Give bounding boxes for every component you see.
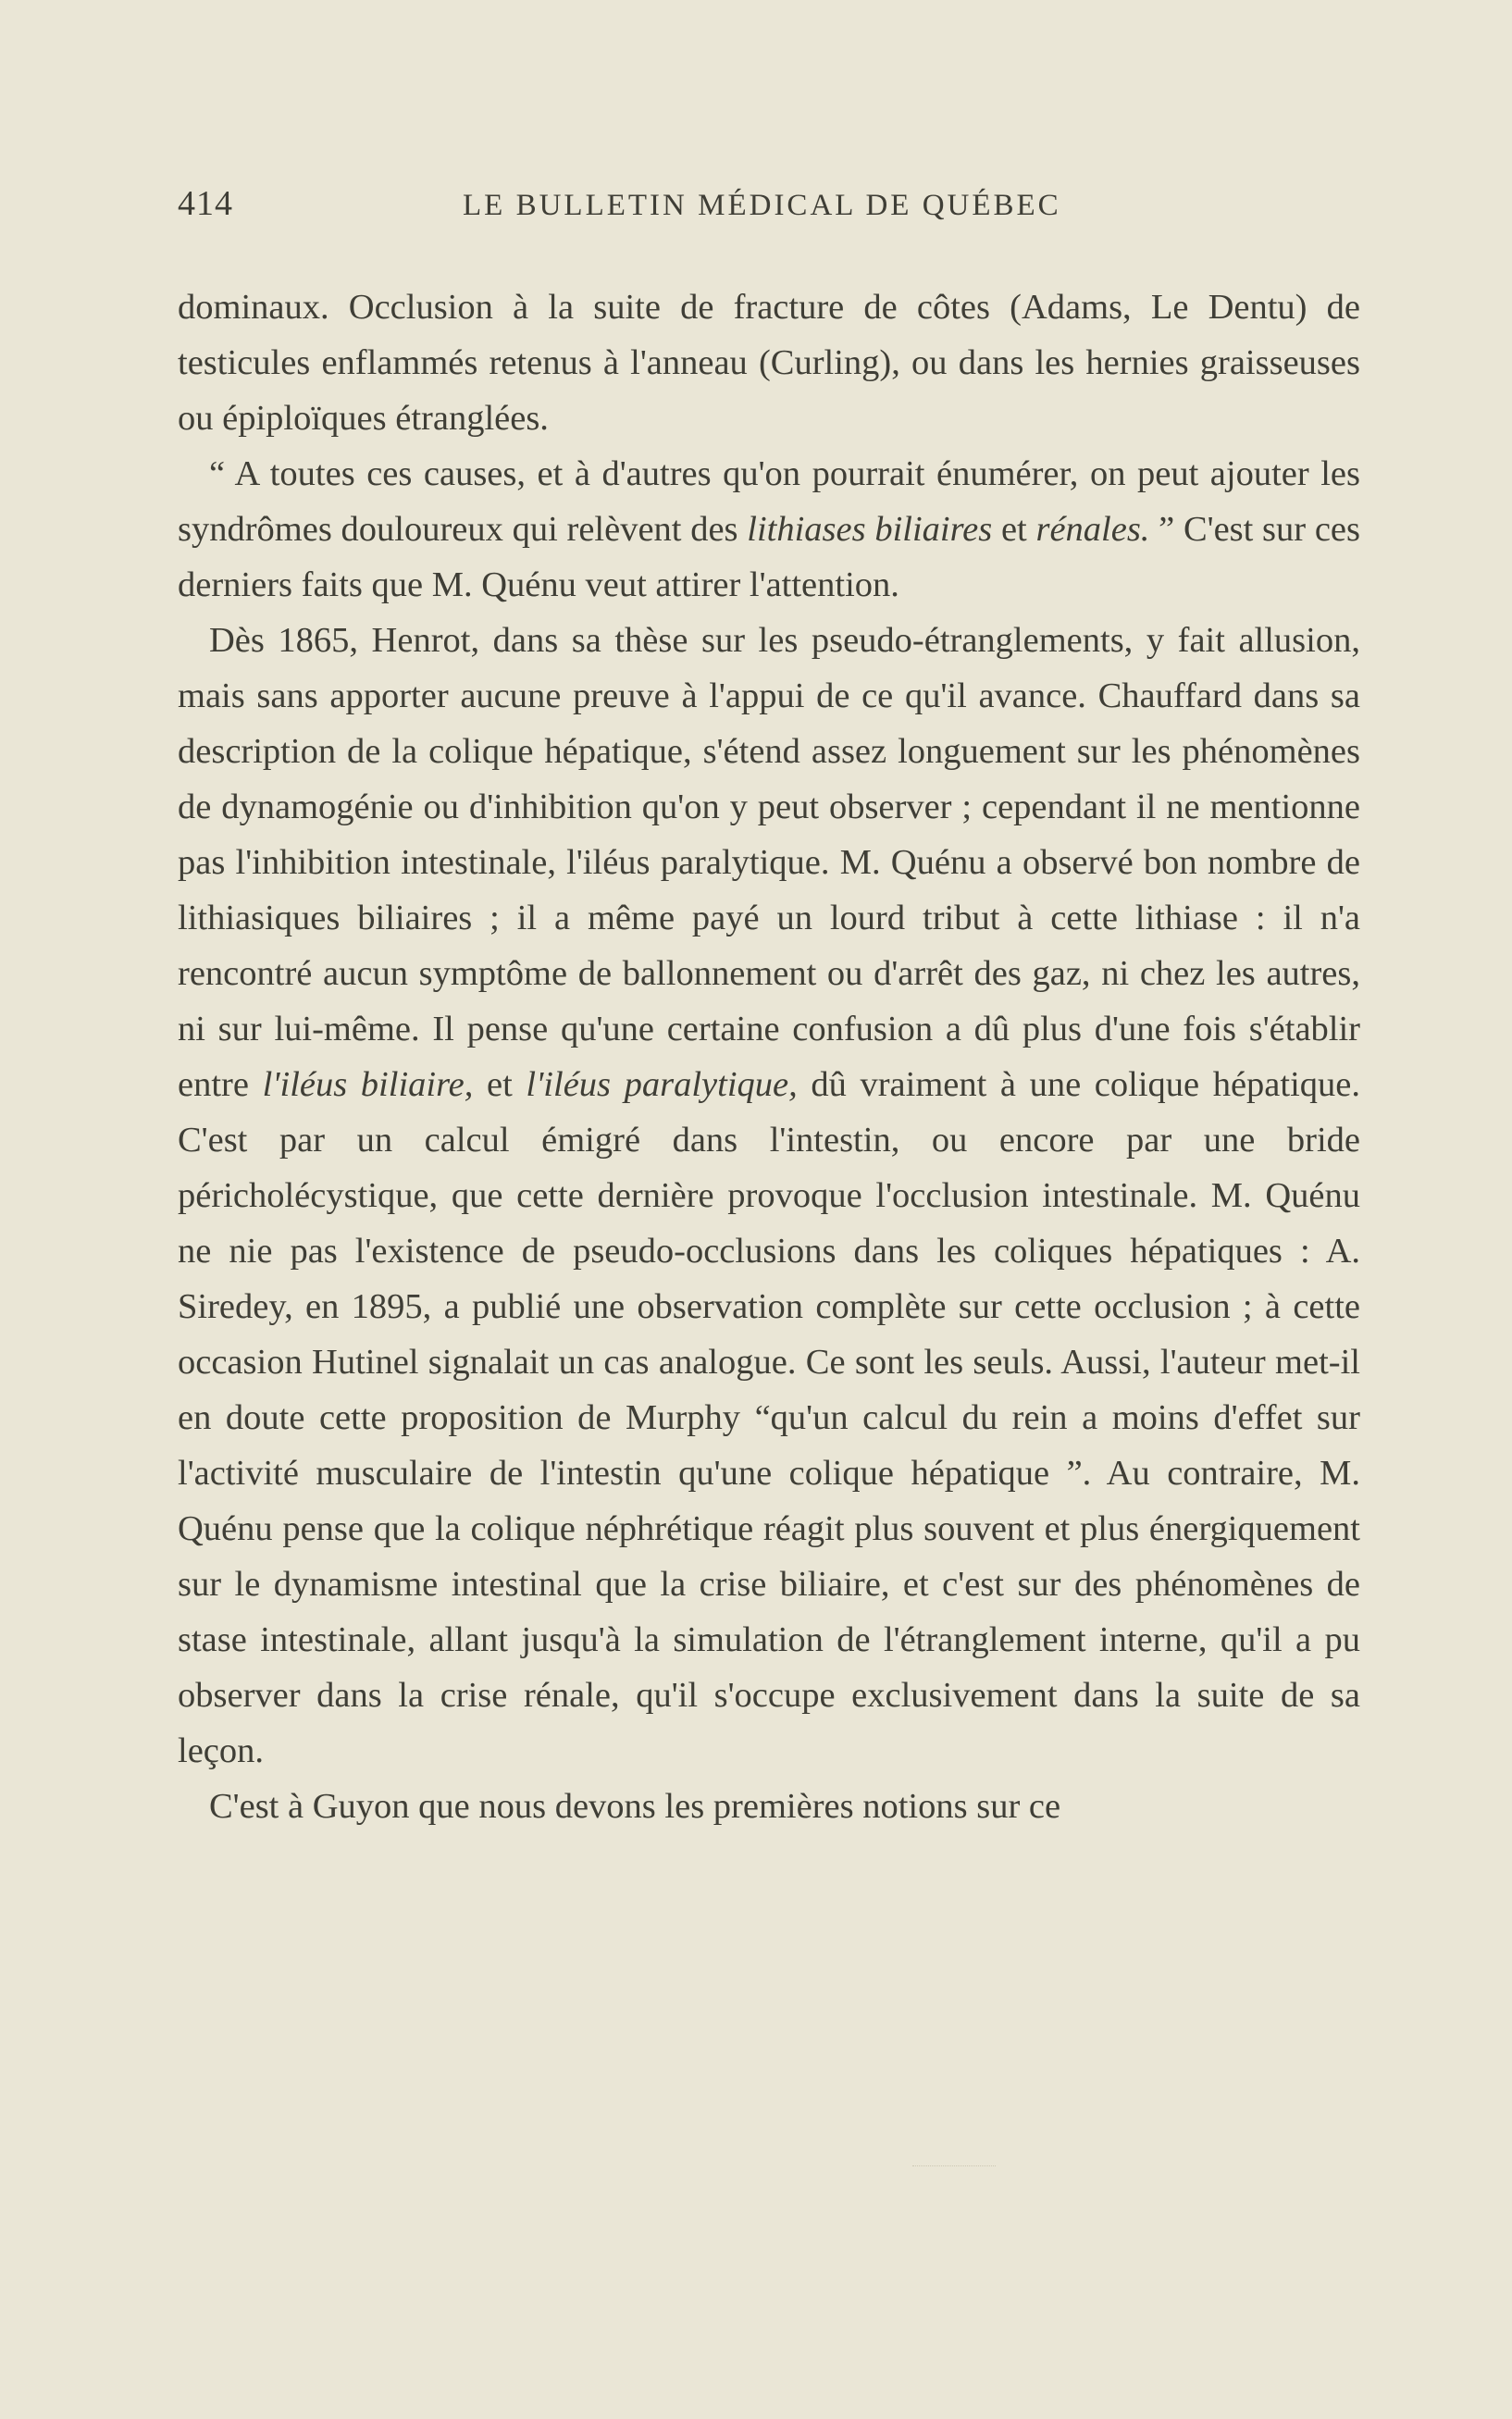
text-run: et: [473, 1065, 527, 1104]
italic-text: lithiases biliaires: [747, 510, 993, 549]
text-run: Dès 1865, Henrot, dans sa thèse sur les pseudo-étranglements, y fait allusion, mais sans apporter aucune preuve à l'appui de ce qu'il avance. Chauffard dans sa description de la colique hépatique, s'étend assez longuement sur les phénomènes de dynamogénie ou d'inhibition qu'on y peut observer ; cependant il ne mentionne pas l'inhibition intestinale, l'iléus paralytique. M. Quénu a observé bon nombre de lithiasiques biliaires ; il a même payé un lourd tribut à cette lithiase : il n'a rencontré aucun symptôme de ballonnement ou d'arrêt des gaz, ni chez les autres, ni sur lui-même. Il pense qu'une certaine confusion a dû plus d'une fois s'établir entre: [178, 621, 1360, 1104]
paragraph: [178, 613, 1360, 1779]
text-run: et: [992, 510, 1036, 549]
paragraph: [178, 1779, 1360, 1834]
faint-mark: [912, 2165, 996, 2167]
journal-title: LE BULLETIN MÉDICAL DE QUÉBEC: [463, 189, 1061, 222]
paragraph: [178, 279, 1360, 446]
text-run: ” C'est sur ces derniers faits que M. Quénu veut attirer l'attention.: [178, 510, 1360, 604]
page-number: 414: [178, 184, 233, 223]
body-text: [178, 279, 1360, 1834]
italic-text: rénales.: [1035, 510, 1150, 549]
paragraph: [178, 446, 1360, 613]
text-run: dû vraiment à une colique hépatique. C'est par un calcul émigré dans l'intestin, ou encore par une bride péricholécystique, que cette dernière provoque l'occlusion intestinale. M. Quénu ne nie pas l'existence de pseudo-occlusions dans les coliques hépatiques : A. Siredey, en 1895, a publié une observation complète sur cette occlusion ; à cette occasion Hutinel signalait un cas analogue. Ce sont les seuls. Aussi, l'auteur met-il en doute cette proposition de Murphy “qu'un calcul du rein a moins d'effet sur l'activité musculaire de l'intestin qu'une colique hépatique ”. Au contraire, M. Quénu pense que la colique néphrétique réagit plus souvent et plus énergiquement sur le dynamisme intestinal que la crise biliaire, et c'est sur des phénomènes de stase intestinale, allant jusqu'à la simulation de l'étranglement interne, qu'il a pu observer dans la crise rénale, qu'il s'occupe exclusivement dans la suite de sa leçon.: [178, 1065, 1360, 1770]
italic-text: l'iléus biliaire,: [262, 1065, 474, 1104]
running-head: [178, 180, 1353, 228]
italic-text: l'iléus paralytique,: [526, 1065, 798, 1104]
text-run: C'est à Guyon que nous devons les premières notions sur ce: [209, 1787, 1061, 1826]
text-run: “ A toutes ces causes, et à d'autres qu'on pourrait énumérer, on peut ajouter les syndrômes douloureux qui relèvent des: [178, 454, 1360, 549]
text-run: dominaux. Occlusion à la suite de fracture de côtes (Adams, Le Dentu) de testicules enflammés retenus à l'anneau (Curling), ou dans les hernies graisseuses ou épiploïques étranglées.: [178, 288, 1360, 438]
